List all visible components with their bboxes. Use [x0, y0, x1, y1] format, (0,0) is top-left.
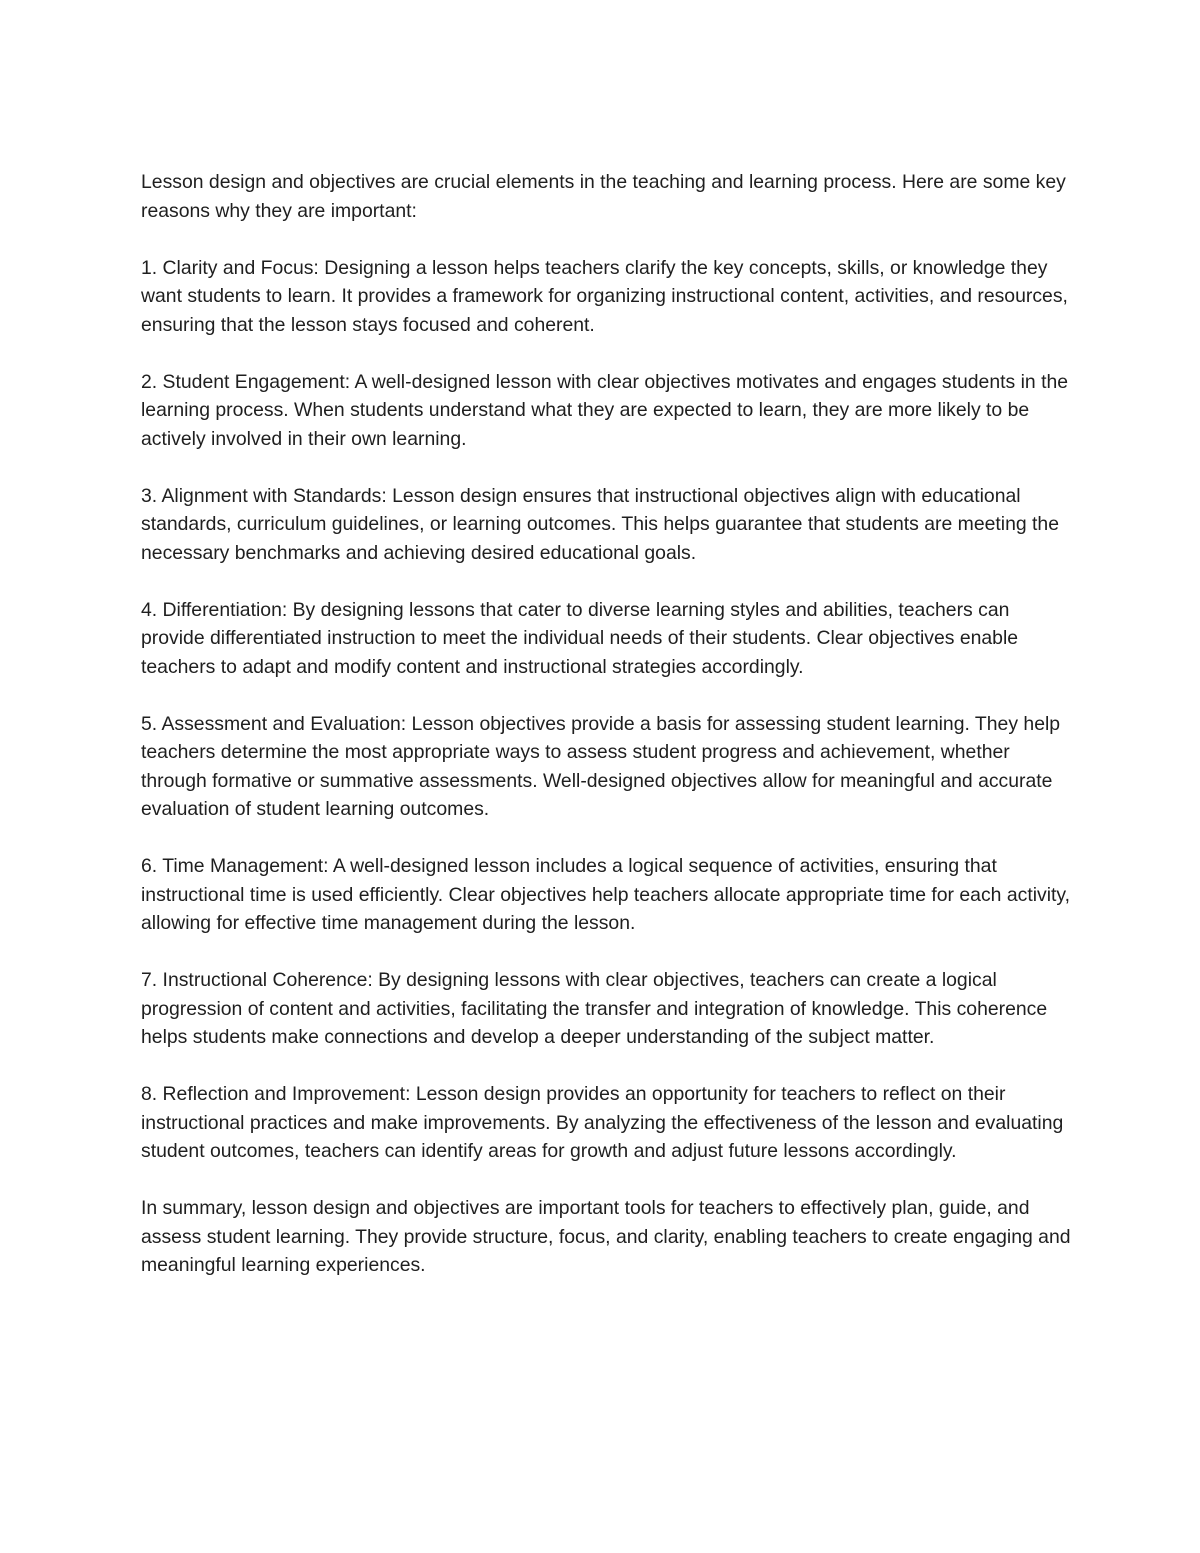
intro-paragraph: Lesson design and objectives are crucial elements in the teaching and learning process. Here are some key reasons why they are important: — [141, 171, 1066, 222]
document-body — [141, 168, 1076, 1280]
point-alignment-with-standards: 3. Alignment with Standards: Lesson design ensures that instructional objectives align with educational standards, curriculum guidelines, or learning outcomes. This helps guarantee that students are meeting the necessary benchmarks and achieving desired educational goals. — [141, 484, 1059, 564]
point-clarity-and-focus: 1. Clarity and Focus: Designing a lesson helps teachers clarify the key concepts, skills, or knowledge they want students to learn. It provides a framework for organizing instructional content, activities, and resources, ensuring that the lesson stays focused and coherent. — [141, 256, 1068, 336]
point-student-engagement: 2. Student Engagement: A well-designed lesson with clear objectives motivates and engages students in the learning process. When students understand what they are expected to learn, they are more likely to be actively involved in their own learning. — [141, 370, 1069, 450]
point-differentiation: 4. Differentiation: By designing lessons that cater to diverse learning styles and abilities, teachers can provide differentiated instruction to meet the individual needs of their students. Clear objectives enable teachers to adapt and modify content and instructional strategies accordingly. — [141, 598, 1019, 678]
summary-paragraph: In summary, lesson design and objectives are important tools for teachers to effectively plan, guide, and assess student learning. They provide structure, focus, and clarity, enabling teachers to create engaging and meaningful learning experiences. — [141, 1197, 1071, 1276]
point-assessment-and-evaluation: 5. Assessment and Evaluation: Lesson objectives provide a basis for assessing student learning. They help teachers determine the most appropriate ways to assess student progress and achievement, whether through formative or summative assessments. Well-designed objectives allow for meaningful and accurate evaluation of student learning outcomes. — [141, 712, 1061, 820]
point-instructional-coherence: 7. Instructional Coherence: By designing lessons with clear objectives, teachers can create a logical progression of content and activities, facilitating the transfer and integration of knowledge. This coherence helps students make connections and develop a deeper understanding of the subject matter. — [141, 969, 1048, 1048]
point-time-management: 6. Time Management: A well-designed lesson includes a logical sequence of activities, ensuring that instructional time is used efficiently. Clear objectives help teachers allocate appropriate time for each activity, allowing for effective time management during the lesson. — [141, 855, 1071, 934]
point-reflection-and-improvement: 8. Reflection and Improvement: Lesson design provides an opportunity for teachers to reflect on their instructional practices and make improvements. By analyzing the effectiveness of the lesson and evaluating student outcomes, teachers can identify areas for growth and adjust future lessons accordingly. — [141, 1083, 1064, 1162]
